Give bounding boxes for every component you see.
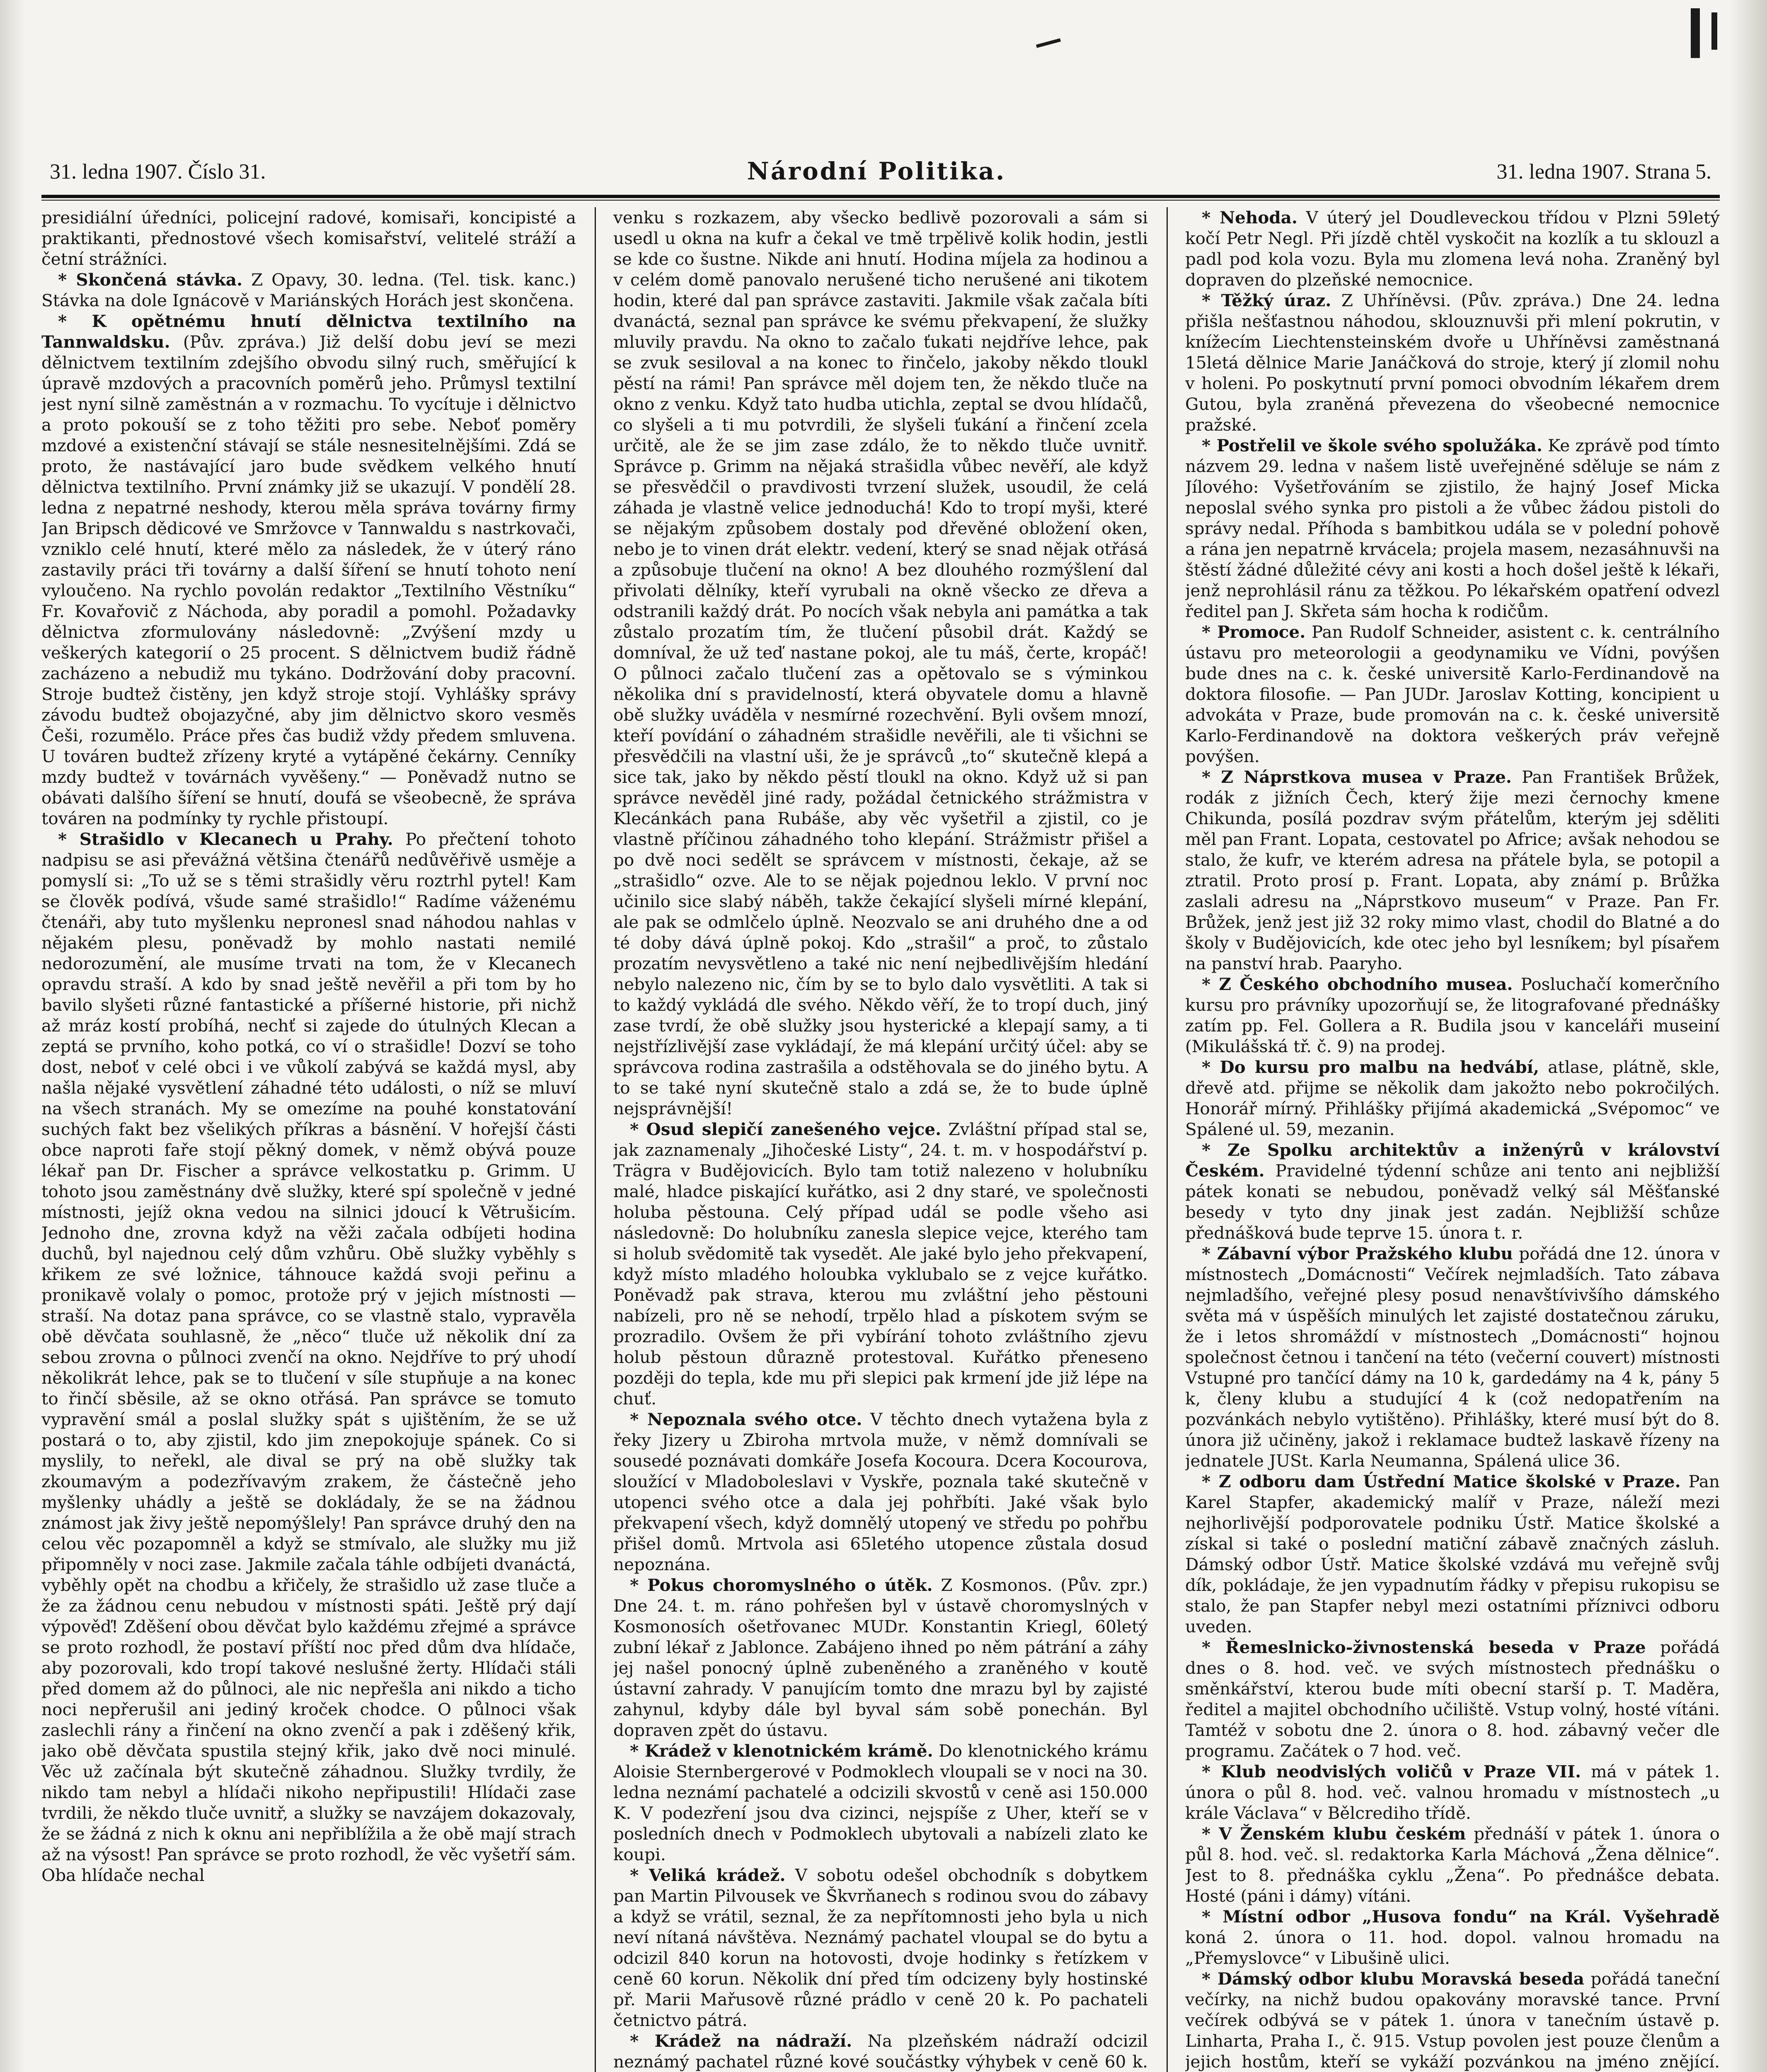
article-paragraph <box>41 829 576 1886</box>
article-text: pořádá dne 12. února v místnostech „Domácnosti“ Večírek nejmladších. Tato zábava nejmladšího, veřejné plesy posud nenavštívivšího dámského světa má v úspěších minulých let zajisté dostatečnou záruku, že i letos shromáždí v místnostech „Domácnosti“ hojnou společnost četnou i tančení na této (večerní couvert) místnosti Vstupné pro tančící dámy na 10 k, gardedámy na 4 k, pány 5 k, členy klubu a studující 4 k (což nedopatřením na pozvánkách nebylo vytištěno). Přihlášky, které musí být do 8. února již učiněny, jakož i reklamace budtež laskavě řízeny na jednatele JUSt. Karla Neumanna, Spálená ulice 36. <box>1185 1244 1720 1471</box>
article-headline: * Nepoznala svého otce. <box>630 1409 862 1429</box>
article-headline: * Ze Spolku architektův a inženýrů v království Českém. <box>1185 1140 1720 1181</box>
article-paragraph <box>1185 767 1720 974</box>
article-paragraph <box>613 1865 1148 2031</box>
column-3 <box>1185 207 1720 2072</box>
article-headline: * Krádež na nádraží. <box>630 2031 852 2051</box>
column-rule <box>595 207 596 2072</box>
article-headline: * Postřelil ve škole svého spolužáka. <box>1202 436 1542 455</box>
article-text: Po přečtení tohoto nadpisu se asi převážná většina čtenářů nedůvěřivě usměje a pomyslí si: „To už se s těmi strašidly věru roztrhl pytel! Kam se člověk podívá, všude samé strašidlo!“ Radíme váženému čtenáři, aby tuto myšlenku nepronesl snad náhodou nahlas v nějakém plesu, poněvadž by mohlo nastati nemilé nedorozumění, ale musíme trvati na tom, že v Klecanech opravdu straší. A kdo by snad ještě nevěřil a při tom by ho bavilo slyšeti různé fantastické a příšerné historie, při nichž až mráz kostí probíhá, nechť si zajede do útulných Klecan a zeptá se prvního, koho potká, co ví o strašidle! Dozví se toho dost, neboť v celé obci i ve vůkolí zabývá se každá mysl, aby našla nějaké vysvětlení záhadné této události, o níž se mluví na všech stranách. My se omezíme na pouhé konstatování suchých fakt bez všelikých příkras a básnění. V hořejší části obce naproti faře stojí pěkný domek, v němž obývá pouze lékař pan Dr. Fischer a správce velkostatku p. Grimm. U tohoto jsou zaměstnány dvě služky, které spí společně v jedné místnosti, jejíž okna vedou na silnici jdoucí k Větrušicím. Jednoho dne, zrovna když na věži začala odbíjeti hodina duchů, byl najednou celý dům vzhůru. Obě služky vyběhly s křikem ze své ložnice, táhnouce každá svoji peřinu a pronikavě volaly o pomoc, protože prý v jejich místnosti — straší. Na dotaz pana správce, co se vlastně stalo, vypravěla obě děvčata souhlasně, že „něco“ tluče už několik dní za sebou zrovna o půlnoci zvenčí na okno. Nejdříve to prý uhodí několikrát lehce, pak se to tlučení v síle stupňuje a na konec to řinčí sběsile, až se okno otřásá. Pan správce se tomuto vypravění smál a poslal služky spát s ujištěním, že se už postará o to, aby zjistil, kdo jim znepokojuje spánek. Co si myslily, to neřekl, ale dival se prý na obě služky tak zkoumavým a podezřívavým zrakem, že částečně jeho myšlenky uhádly a ještě se dokládaly, že se na žádnou známost jak živy ještě nepomýšlely! Pan správce druhý den na celou věc pozapomněl a když se stmívalo, ale služky mu již připomněly v noci zase. Jakmile začala táhle odbíjeti dvanáctá, vyběhly opět na chodbu a křičely, že strašidlo už zase tluče a že za žádnou cenu nebudou v místnosti spáti. Ještě prý dají výpověď! Zděšení obou děvčat bylo každému zřejmé a správce se proto rozhodl, že postaví příští noc před dům dva hlídače, aby pozorovali, kdo tropí takové neslušné žerty. Hlídači stáli před domem až do půlnoci, ale nic nepřešla ani nikdo a ticho noci nepřerušil ani jediný kroček chodce. O půlnoci však zaslechli rány a řinčení na okno zvenčí a pak i zděšený křik, jako obě děvčata spustila stejný křik, jako dvě noci minulé. Věc už začínala být skutečně záhadnou. Služky tvrdily, že nikdo tam nebyl a hlídači nikoho nepřipustili! Hlídači zase tvrdili, že někdo tluče uvnitř, a služky se navzájem dokazovaly, že se žádná z nich k oknu ani nepřiblížila a že obě mají strach až na výsost! Pan správce se proto rozhodl, že věc vyšetří sám. Oba hlídače nechal <box>41 829 576 1885</box>
article-text: Z Opavy, 30. ledna. (Tel. tisk. kanc.) Stávka na dole Ignácově v Mariánských Horách jest skončena. <box>41 270 576 310</box>
article-text: atlase, plátně, skle, dřevě atd. přijme se několik dam jakožto nebo pokročilých. Honorář mírný. Přihlášky přijímá akademická „Svépomoc“ ve Spálené ul. 59, mezanin. <box>1185 1057 1720 1139</box>
scan-mark <box>1691 8 1700 58</box>
article-paragraph <box>1185 622 1720 767</box>
article-paragraph <box>1185 1471 1720 1637</box>
article-paragraph <box>613 1409 1148 1575</box>
article-paragraph <box>1185 1761 1720 1823</box>
header-date-right: 31. ledna 1907. Strana 5. <box>1496 160 1711 184</box>
article-headline: * Krádež v klenotnickém krámě. <box>630 1741 933 1761</box>
page-header <box>25 157 1728 193</box>
header-rule <box>41 200 1720 201</box>
article-headline: * Těžký úraz. <box>1202 290 1331 310</box>
article-paragraph <box>1185 1637 1720 1761</box>
article-text: Z Kosmonos. (Pův. zpr.) Dne 24. t. m. ráno pohřešen byl v ústavě choromyslných v Kosmonosích ošetřovanec MUDr. Konstantin Kriegl, 60letý zubní lékař z Jablonce. Zabájeno ihned po něm pátrání a záhy jej našel ponocný úplně zubeněného a zraněného v koutě ústavní zahrady. V panujícím tomto dne mrazu byl by zajisté zahynul, kdyby dále byl byval sám sobě ponechán. Byl dopraven zpět do ústavu. <box>613 1575 1148 1740</box>
article-headline: * Promoce. <box>1202 622 1306 642</box>
article-text: Pravidelné týdenní schůze ani tento ani nejbližší pátek konati se nebudou, poněvadž velký sál Měšťanské besedy v tyto dny jinak jest zadán. Nejbližší schůze přednášková bude teprve 15. února t. r. <box>1185 1161 1720 1243</box>
article-paragraph <box>1185 1140 1720 1243</box>
article-paragraph <box>1185 1823 1720 1906</box>
article-text: Pan Rudolf Schneider, asistent c. k. centrálního ústavu pro meteorologii a geodynamiku ve Vídni, povýšen bude dnes na c. k. české universitě Karlo-Ferdinandově na doktora filosofie. — Pan JUDr. Jaroslav Kotting, koncipient u advokáta v Praze, bude promován na c. k. české universitě Karlo-Ferdinandově na doktora veškerých práv veřejně povýšen. <box>1185 622 1720 766</box>
scan-edge-right <box>1730 0 1767 2072</box>
article-text: Zvláštní případ stal se, jak zaznamenaly „Jihočeské Listy“, 24. t. m. v hospodářství p. Trägra v Budějovicích. Bylo tam totiž nalezeno v holubníku malé, hladce piskající kuřátko, asi 2 dny staré, ve společnosti holuba pěstouna. Celý případ udál se podle všeho asi následovně: Do holubníku zanesla slepice vejce, kterého tam si holub svědomitě tak vysedět. Ale jaké bylo jeho překvapení, když místo mladého holoubka vyklubalo se z vejce kuřátko. Poněvadž pak strava, kterou mu zvláštní jeho pěstouni nabízeli, pro ně se nehodí, trpělo hlad a pískotem svým se prozradilo. Ovšem že při vybírání tohoto zvláštního zjevu holub pěstoun důrazně protestoval. Kuřátko přeneseno později do tepla, kde mu při slepici pak krmení jde již lépe na chuť. <box>613 1119 1148 1409</box>
article-text: pořádá dnes o 8. hod. več. ve svých místnostech přednášku o směnkářství, kterou bude míti obecní starší p. T. Maděra, ředitel a majitel obchodního učiliště. Vstup volný, hosté vítáni. Tamtéž v sobotu dne 2. února o 8. hod. zábavný večer dle programu. Začátek o 7 hod. več. <box>1185 1637 1720 1761</box>
article-text: venku s rozkazem, aby všecko bedlivě pozorovali a sám si usedl u okna na kufr a čekal ve tmě trpělivě kolik hodin, jestli se kde co šustne. Nikde ani hnutí. Hodina míjela za hodinou a v celém domě panovalo nerušené ticho nerušené ani tikotem hodin, které dal pan správce zastaviti. Jakmile však začala bíti dvanáctá, seznal pan správce ke svému překvapení, že služky mluvily pravdu. Na okno to začalo ťukati nejdříve lehce, pak se zvuk sesiloval a na konec to řinčelo, jakoby někdo tloukl pěstí na rámi! Pan správce měl dojem ten, že někdo tluče na okno z venku. Když tato hudba utichla, zeptal se dvou hlídačů, co slyšeli a ti mu potvrdili, že slyšeli ťukání a řinčení zcela určitě, ale že se jim zase zdálo, že to někdo tluče uvnitř. Správce p. Grimm na nějaká strašidla vůbec nevěří, ale když se přesvědčil o pravdivosti tvrzení služek, usoudil, že celá záhada je vlastně velice jednoduchá! Kdo to tropí myši, které se nějakým způsobem dostaly pod dřevěné obložení oken, nebo je to vinen drát elektr. vedení, který se snad nějak otřásá a způsobuje tlučení na okno! A bez dlouhého rozmýšlení dal přivolati dělníky, kteří vyrubali na okně všecko ze dřeva a odstranili každý drát. Po nocích však nebyla ani památka a tak zůstalo prozatím tím, že tlučení působil drát. Každý se domníval, že už teď nastane pokoj, ale tu máš, čerte, kropáč! O půlnoci začalo tlučení zas a opětovalo se s výminkou několika dní s pravidelností, která obyvatele domu a hlavně obě služky uváděla v nesmírné rozechvění. Byli ovšem mnozí, kteří povídání o záhadném strašidle nevěřili, ale ti všichni se přesvědčili na vlastní uši, že je správců „to“ skutečně klepá a sice tak, jako by někdo pěstí tloukl na okno. Když už si pan správce nevěděl jiné rady, požádal četnického strážmistra v Klecánkách pana Rubáše, aby věc vyšetřil a zjistil, co je vlastně příčinou záhadného toho klepání. Strážmistr přišel a po dvě noci sedělt se správcem v místnosti, čekaje, až se „strašidlo“ ozve. Ale to se nějak pojednou leklo. V první noc učinilo sice slabý náběh, takže čekající slyšeli mírné klepání, ale pak se odmlčelo úplně. Neozvalo se ani druhého dne a od té doby dává úplně pokoj. Kdo „strašil“ a proč, to zůstalo prozatím nevysvětleno a také nic není nejbedlivějším hledání nebylo nalezeno nic, čím by se to bylo dalo vysvětliti. A tak si to každý vykládá dle svého. Někdo věří, že to tropí duch, jiný zase tvrdí, že obě služky jsou hysterické a klepají samy, a ti nejstřízlivější zase vykládají, že má klepání určitý účel: aby se správcova rodina zastrašila a odstěhovala se do jiného bytu. A to se také nyní skutečně stalo a zdá se, že to bude úplně nejsprávnější! <box>613 208 1148 1118</box>
article-headline: * Veliká krádež. <box>630 1865 786 1885</box>
column-2 <box>613 207 1148 2072</box>
article-headline: * Strašidlo v Klecanech u Prahy. <box>58 829 393 849</box>
article-headline: * Do kursu pro malbu na hedvábí, <box>1202 1057 1539 1077</box>
article-paragraph <box>41 311 576 829</box>
article-headline: * Nehoda. <box>1202 208 1297 228</box>
article-text: Z Uhříněvsi. (Pův. zpráva.) Dne 24. ledna přišla nešťastnou náhodou, sklouznuvši při mlení pokrutin, v knížecím Liechtensteinském dvoře u Uhříněvsi zaměstnaná 15letá dělnice Marie Janáčková do stroje, který jí zlomil nohu v holeni. Po poskytnutí první pomoci obvodním lékařem drem Gutou, byla zraněná převezena do všeobecné nemocnice pražské. <box>1185 290 1720 435</box>
header-date-left: 31. ledna 1907. Číslo 31. <box>50 160 266 184</box>
article-paragraph <box>1185 1057 1720 1140</box>
newspaper-page <box>25 137 1728 2072</box>
article-headline: * Skončená stávka. <box>58 270 243 290</box>
article-headline: * Z odboru dam Ústřední Matice školské v Praze. <box>1202 1472 1681 1491</box>
article-paragraph <box>613 207 1148 1119</box>
article-paragraph <box>1185 290 1720 435</box>
article-headline: * Řemeslnicko-živnostenská beseda v Praze <box>1202 1637 1646 1657</box>
column-rule <box>1167 207 1168 2072</box>
article-text: Ke zprávě pod tímto názvem 29. ledna v našem listě uveřejněné sděluje se nám z Jílového: Vyšetřováním se zjistilo, že hajný Josef Micka neposlal svého synka pro pistoli a že vůbec žádou pistoli do správy nedal. Příhoda s bambitkou udála se v polední pohově a rána jen nepatrně krvácela; projela masem, nezasáhnuvši na štěstí žádné důležité cévy ani kosti a hoch došel ještě k lékaři, jenž neprohlásil ránu za těžkou. Po lékařském opatření odvezl ředitel pan J. Skřeta sám hocha k rodičům. <box>1185 436 1720 621</box>
article-paragraph <box>1185 974 1720 1057</box>
article-text: (Pův. zpráva.) Již delší dobu jeví se mezi dělnictvem textilním zdejšího obvodu silný ruch, směřující k úpravě mzdových a pracovních poměrů jeho. Průmysl textilní jest nyní silně zaměstnán a v rozmachu. To vycítuje i dělnictvo a proto pokouší se z toho těžiti pro sebe. Neboť poměry mzdové a existenční stávají se stále nesnesitelnějšími. Zdá se proto, že nastávající jaro bude svědkem velkého hnutí dělnictva textilního. První známky již se ukazují. V pondělí 28. ledna z nepatrné neshody, kterou měla správa továrny firmy Jan Bripsch dědicové ve Smržovce v Tannwaldu s nastrkovači, vzniklo celé hnutí, které mělo za následek, že v úterý ráno zastavily práci tři továrny a další šíření se hnutí tohoto není vyloučeno. Na rychlo povolán redaktor „Textilního Věstníku“ Fr. Kovařovič z Náchoda, aby poradil a pomohl. Požadavky dělnictva zformulovány následovně: „Zvýšení mzdy u veškerých kategorií o 25 procent. S dělnictvem budiž řádně zacházeno a nebudiž mu tykáno. Dodržování doby pracovní. Stroje budtež čistěny, jen když stroje stojí. Vyhlášky správy závodu budtež obojazyčné, aby jim dělnictvo skoro vesměs Češi, rozumělo. Práce přes čas budiž vždy předem smluvena. U továren budtež zřízeny kryté a vytápěné čekárny. Cenníky mzdy budtež v továrnách vyvěšeny.“ — Poněvadž nutno se obávati dalšího šíření se hnutí, doufá se všeobecně, že správa továren na podmínky ty rychle přistoupí. <box>41 332 576 828</box>
scan-mark <box>1036 38 1061 48</box>
article-paragraph <box>1185 1968 1720 2072</box>
article-paragraph <box>613 2031 1148 2072</box>
article-headline: * Dámský odbor klubu Moravská beseda <box>1202 1969 1585 1989</box>
article-paragraph <box>1185 435 1720 622</box>
article-text: V sobotu odešel obchodník s dobytkem pan Martin Pilvousek ve Škvrňanech s rodinou svou do zábavy a když se vrátil, seznal, že za nepřítomnosti jeho byla u nich neví nítaná návštěva. Neznámý pachatel vloupal se do bytu a odcizil 840 korun na hotovosti, dvoje hodinky s řetízkem v ceně 60 korun. Několik dní před tím odcizeny byly hostinské př. Marii Mařusově různé prádlo v ceně 20 k. Po pachateli četnictvo pátrá. <box>613 1865 1148 2030</box>
article-text: V úterý jel Doudleveckou třídou v Plzni 59letý kočí Petr Negl. Při jízdě chtěl vyskočit na kozlík a tu sklouzl a padl pod kola vozu. Byla mu zlomena levá noha. Zraněný byl dopraven do plzeňské nemocnice. <box>1185 208 1720 290</box>
article-paragraph <box>41 269 576 311</box>
article-headline: * Z Českého obchodního musea. <box>1202 974 1513 994</box>
header-rule <box>41 195 1720 198</box>
article-headline: * Místní odbor „Husova fondu“ na Král. Vyšehradě <box>1202 1907 1720 1927</box>
article-text: přednáší v pátek 1. února o půl 8. hod. več. sl. redaktorka Karla Máchová „Žena dělnice“. Jest to 8. přednáška cyklu „Žena“. Po přednášce debata. Hosté (páni i dámy) vítáni. <box>1185 1824 1720 1906</box>
article-text: koná 2. února o 11. hod. dopol. valnou hromadu na „Přemyslovce“ v Libušině ulici. <box>1185 1927 1720 1968</box>
article-paragraph <box>41 207 576 269</box>
article-text: pořádá taneční večírky, na nichž budou opakovány moravské tance. První večírek odbývá se v pátek 1. února v tanečním ústavě p. Linharta, Praha I., č. 915. Vstup povolen jest pouze členům a jejich hostům, kteří se vykáží pozvánkou na jméno znějící. <box>1185 1969 1720 2072</box>
article-paragraph <box>1185 1243 1720 1471</box>
article-headline: * Zábavní výbor Pražského klubu <box>1202 1244 1513 1264</box>
article-paragraph <box>613 1740 1148 1865</box>
article-text: má v pátek 1. února o půl 8. hod. več. valnou hromadu v místnostech „u krále Václava“ v Bělcrediho třídě. <box>1185 1762 1720 1823</box>
article-text: V těchto dnech vytažena byla z řeky Jizery u Zbiroha mrtvola muže, v němž domnívali se sousedé poznávati domkáře Josefa Kocoura. Dcera Kocourova, sloužící v Mladoboleslavi v Vyskře, poznala také skutečně v utopenci svého otce a dala jej pohřbíti. Jaké však bylo překvapení všech, když domnělý utopený ve středu po pohřbu přišel domů. Mrtvola asi 65letého utopence zůstala dosud nepoznána. <box>613 1409 1148 1574</box>
scan-edge-left <box>0 0 25 2072</box>
article-headline: * K opětnému hnutí dělnictva textilního na Tannwaldsku. <box>41 311 576 352</box>
masthead: Národní Politika. <box>747 157 1006 185</box>
article-columns <box>41 207 1720 2072</box>
scan-mark <box>1711 12 1717 50</box>
article-paragraph <box>1185 1906 1720 1968</box>
article-headline: * Klub neodvislých voličů v Praze VII. <box>1202 1762 1581 1782</box>
article-headline: * Osud slepičí zanešeného vejce. <box>630 1119 942 1139</box>
article-text: presidiální úředníci, policejní radové, komisaři, koncipisté a praktikanti, přednostové všech komisařství, velitelé stráží a četní strážníci. <box>41 208 576 269</box>
article-paragraph <box>613 1119 1148 1409</box>
column-1 <box>41 207 576 2072</box>
article-headline: * Pokus choromyslného o útěk. <box>630 1575 933 1595</box>
article-text: Pan František Brůžek, rodák z jižních Čech, který žije mezi černochy kmene Chikunda, posílá pozdrav svým přátelům, kterým jej sděliti měl pan Frant. Lopata, cestovatel po Africe; avšak nehodou se stalo, že kufr, ve kterém adresa na přátele byla, se potopil a ztratil. Proto prosí p. Frant. Lopata, aby známí p. Brůžka zaslali adresu na „Náprstkovo museum“ v Praze. Pan Fr. Brůžek, jenž jest již 32 roky mimo vlast, chodil do Blatné a do školy v Budějovicích, kde otec jeho byl lesníkem; byl písařem na panství hrab. Paaryho. <box>1185 767 1720 973</box>
article-text: Posluchačí komerčního kursu pro právníky upozorňují se, že litografované přednášky zatím pp. Fel. Gollera a R. Budila jsou v kanceláři museiní (Mikulášská tř. č. 9) na prodej. <box>1185 974 1720 1056</box>
article-headline: * Z Náprstkova musea v Praze. <box>1202 767 1512 787</box>
article-headline: * V Ženském klubu českém <box>1202 1824 1466 1844</box>
article-text: Na plzeňském nádraží odcizil neznámý pachatel různé kové součástky výhybek v ceně 60 k. <box>613 2031 1148 2072</box>
article-paragraph <box>613 1575 1148 1740</box>
article-text: Do klenotnického krámu Aloisie Sternbergerové v Podmoklech vloupali se v noci na 30. ledna neznámí pachatelé a odcizili skvostů v ceně asi 150.000 K. V podezření jsou dva cizinci, nejspíše z Uher, kteří se v posledních dnech v Podmoklech ubytovali a nabízeli zlato ke koupi. <box>613 1741 1148 1864</box>
article-text: Pan Karel Stapfer, akademický malíř v Praze, náleží mezi nejhorlivější podporovatele podniku Ústř. Matice školské a získal si také o poslední matiční zábavě značných zásluh. Dámský odbor Ústř. Matice školské vzdává mu veřejně svůj dík, pokládaje, že jen vypadnutím řádky v přepisu rukopisu se stalo, že pan Stapfer nebyl mezi ostatními příznivci odboru uveden. <box>1185 1472 1720 1636</box>
article-paragraph <box>1185 207 1720 290</box>
